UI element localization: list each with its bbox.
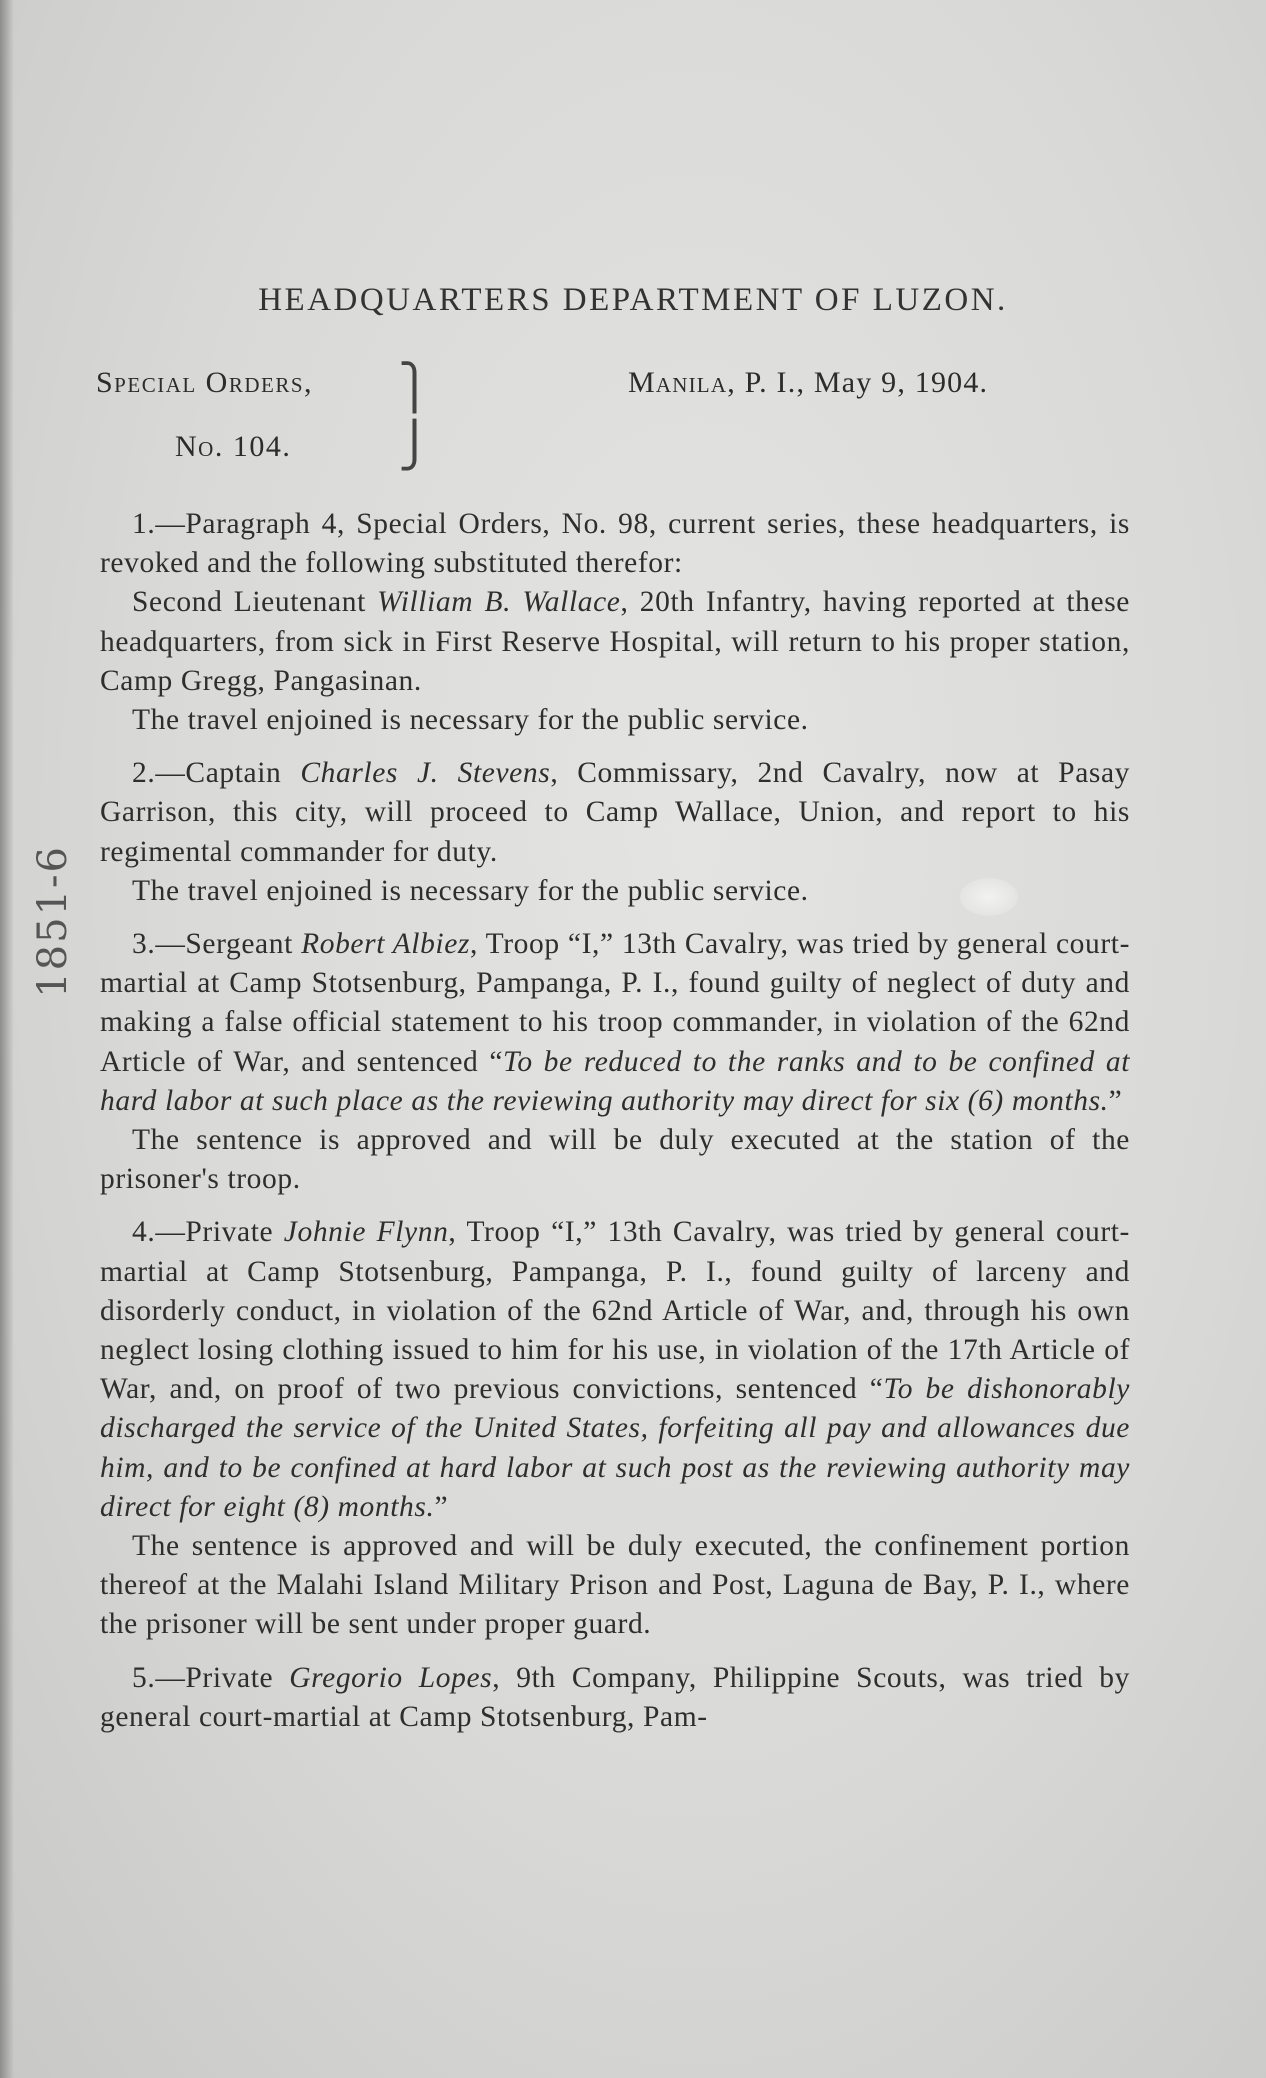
handwritten-margin-note: 1851-6 bbox=[30, 845, 76, 998]
paragraph-4-approval: The sentence is approved and will be duly executed, the confinement portion thereof at the Malahi Island Military Prison and Post, Laguna de Bay, P. I., where the prisoner will be sent under proper guard. bbox=[100, 1530, 1130, 1641]
brace-bottom: ⎭ bbox=[398, 420, 431, 471]
document-heading: HEADQUARTERS DEPARTMENT OF LUZON. bbox=[258, 282, 1008, 318]
sentence-text: To be reduced to the ranks and to be confined at hard labor at such place as the reviewing authority may direct for six (6) months. bbox=[100, 1045, 1130, 1117]
orders-body bbox=[100, 505, 1130, 1737]
paragraph-3-approval: The sentence is approved and will be duly executed at the station of the prisoner's troop. bbox=[100, 1124, 1130, 1196]
officer-name: William B. Wallace bbox=[377, 586, 621, 619]
brace-top: ⎫ bbox=[398, 362, 431, 413]
sentence-text: To be dishonorably discharged the service of the United States, forfeiting all pay and allowances due him, and to be confined at hard labor at such post as the reviewing authority may direct for eight (8) months. bbox=[100, 1373, 1130, 1523]
soldier-name: Johnie Flynn bbox=[283, 1216, 449, 1249]
paragraph-3: 3.—Sergeant Robert Albiez, Troop “I,” 13th Cavalry, was tried by general court-martial at Camp Stotsenburg, Pampanga, P. I., found guilty of neglect of duty and making a false official statement to his troop commander, in violation of the 62nd Article of War, and sentenced “To be reduced to the ranks and to be confined at hard labor at such place as the reviewing authority may direct for six (6) months.” bbox=[100, 928, 1131, 1117]
officer-name: Charles J. Stevens bbox=[300, 757, 551, 790]
soldier-name: Gregorio Lopes bbox=[289, 1661, 493, 1694]
paragraph-4: 4.—Private Johnie Flynn, Troop “I,” 13th Cavalry, was tried by general court-martial at Camp Stotsenburg, Pampanga, P. I., found guilty of larceny and disorderly conduct, in violation of the 62nd Article of War, and, through his own neglect losing clothing issued to him for his use, in violation of the 17th Article of War, and, on proof of two previous convictions, sentenced “To be dishonorably discharged the service of the United States, forfeiting all pay and allowances due him, and to be confined at hard labor at such post as the reviewing authority may direct for eight (8) months.” bbox=[100, 1216, 1130, 1523]
paragraph-1-detail: Second Lieutenant William B. Wallace, 20th Infantry, having reported at these headquarters, from sick in First Reserve Hospital, will return to his proper station, Camp Gregg, Pangasinan. bbox=[100, 586, 1130, 697]
paragraph-2-travel-note: The travel enjoined is necessary for the public service. bbox=[132, 874, 809, 907]
dateline-date: , P. I., May 9, 1904. bbox=[727, 366, 989, 399]
dateline-place: Manila bbox=[628, 366, 728, 399]
paragraph-1-travel-note: The travel enjoined is necessary for the public service. bbox=[132, 704, 809, 737]
soldier-name: Robert Albiez bbox=[301, 928, 470, 961]
paragraph-5: 5.—Private Gregorio Lopes, 9th Company, Philippine Scouts, was tried by general court-martial at Camp Stotsenburg, Pam- bbox=[100, 1661, 1130, 1733]
paragraph-1-intro: 1.—Paragraph 4, Special Orders, No. 98, current series, these headquarters, is revoked and the following substituted therefor: bbox=[100, 508, 1130, 580]
special-orders-label: Special Orders, bbox=[96, 366, 314, 399]
special-orders-number: No. 104. bbox=[175, 430, 292, 463]
dateline bbox=[628, 366, 988, 400]
paragraph-2: 2.—Captain Charles J. Stevens, Commissary, 2nd Cavalry, now at Pasay Garrison, this city, will proceed to Camp Wallace, Union, and report to his regimental commander for duty. bbox=[100, 757, 1131, 868]
